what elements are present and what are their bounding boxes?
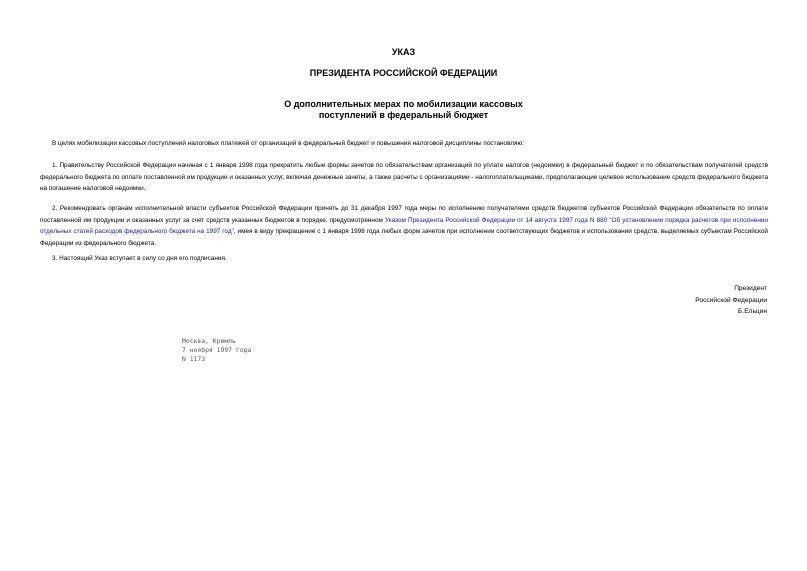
paragraph-2: [40, 203, 768, 249]
signature-position: Президент: [734, 285, 767, 292]
paragraph-3-text: 3. Настоящий Указ вступает в силу со дня его подписания.: [52, 255, 227, 262]
document-title-line-1: О дополнительных мерах по мобилизации кассовых: [284, 99, 523, 109]
place-date-block: [182, 337, 251, 364]
paragraph-1-text: 1. Правительству Российской Федерации начиная с 1 января 1998 года прекратить любые формы зачетов по обязательствам организаций по уплате налогов (недоимки) в федеральный бюджет и по обязательствам получателей средств федерального бюджета по оплате поставленной им продукции и оказанных услуг, включая денежные зачеты, а также расчеты с организациями - налогоплательщиками, предполагающие целевое использование средств федерального бюджета на погашение налоговой недоимки.: [40, 162, 768, 193]
issuer-heading: ПРЕЗИДЕНТА РОССИЙСКОЙ ФЕДЕРАЦИИ: [309, 68, 498, 78]
document-title: [0, 99, 807, 121]
signature-block: [695, 283, 767, 318]
preamble-text: В целях мобилизации кассовых поступлений налоговых платежей от организаций в федеральный бюджет и повышения налоговой дисциплины постановляю:: [52, 140, 525, 147]
paragraph-2-text-before: 2. Рекомендовать органам исполнительной власти субъектов Российской Федерации принять до 31 декабря 1997 года меры по исполнению получателями средств бюджетов субъектов Российской Федерации обязательств по оплате поставленной им продукции и оказанных услуг за счет средств указанных бюджетов в порядке, предусмотренном: [40, 205, 768, 224]
decree-880-link[interactable]: Указом Президента Российской Федерации от 14 августа 1997 года N 880 "Об установлении порядка расчетов при исполнении отдельных статей расходов федерального бюджета на 1997 год": [40, 216, 768, 236]
paragraph-3: [40, 253, 768, 265]
place-city: Москва, Кремль: [182, 337, 236, 345]
paragraph-2-text-after: , имея в виду прекращение с 1 января 1998 года любых форм зачетов при исполнении соответствующих бюджетов и использовании средств, выделяемых субъектам Российской Федерации из федерального бюджета.: [40, 228, 768, 247]
place-date: 7 ноября 1997 года: [182, 346, 252, 354]
document-title-line-2: поступлений в федеральный бюджет: [318, 110, 489, 120]
signature-name: Б.Ельцин: [738, 308, 767, 315]
document-number: N 1173: [182, 355, 206, 363]
signature-organization: Российской Федерации: [695, 296, 767, 304]
paragraph-1: [40, 160, 768, 195]
preamble-paragraph: [40, 138, 768, 150]
document-type-heading: УКАЗ: [391, 47, 416, 57]
